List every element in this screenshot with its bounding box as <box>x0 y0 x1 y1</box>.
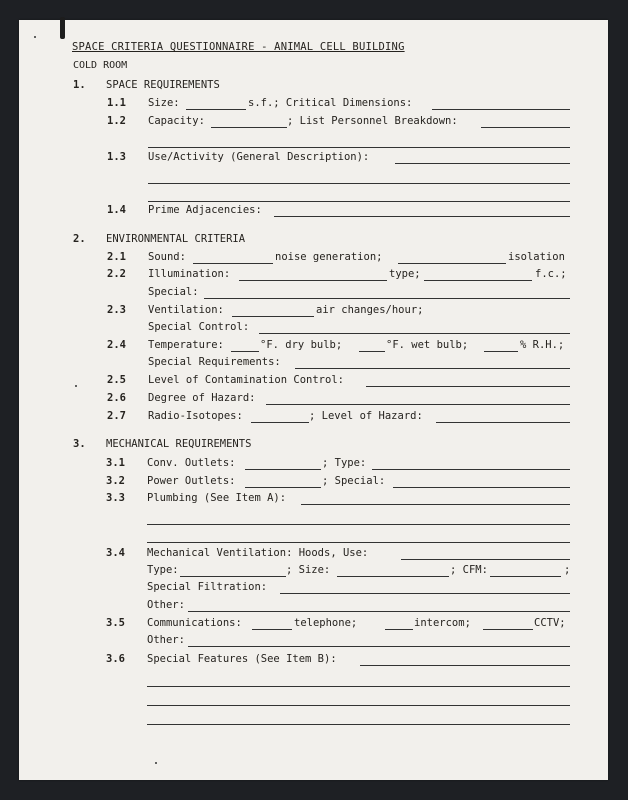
plumbing-field[interactable] <box>301 492 570 505</box>
item-3-4-other <box>0 599 628 615</box>
field-label: ; List Personnel Breakdown: <box>287 115 458 127</box>
critical-dimensions-field[interactable] <box>432 97 570 110</box>
use-activity-field-2[interactable] <box>148 171 570 184</box>
item-3-1 <box>0 457 628 473</box>
field-label: type; <box>389 268 421 280</box>
field-label: Radio-Isotopes: <box>148 410 243 422</box>
item-number: 2.5 <box>107 374 126 386</box>
field-label: Mechanical Ventilation: Hoods, Use: <box>147 547 369 559</box>
intercom-field[interactable] <box>385 617 413 630</box>
section-title: SPACE REQUIREMENTS <box>106 79 220 91</box>
ventilation-field[interactable] <box>232 304 314 317</box>
item-number: 2.2 <box>107 268 126 280</box>
wet-bulb-field[interactable] <box>359 339 385 352</box>
item-3-2 <box>0 475 628 491</box>
capacity-field[interactable] <box>211 115 287 128</box>
item-number: 1.4 <box>107 204 126 216</box>
section-number: 3. <box>73 438 86 450</box>
communications-other-field[interactable] <box>188 634 570 647</box>
item-3-4 <box>0 547 628 563</box>
radio-isotopes-field[interactable] <box>251 410 309 423</box>
item-2-6 <box>0 392 628 408</box>
section-title: MECHANICAL REQUIREMENTS <box>106 438 252 450</box>
personnel-breakdown-field[interactable] <box>481 115 570 128</box>
field-label: CCTV; <box>534 617 566 629</box>
item-1-2 <box>0 115 628 131</box>
item-2-2 <box>0 268 628 284</box>
binder-clip <box>60 17 65 39</box>
field-label: ; Special: <box>322 475 386 487</box>
item-3-4-type <box>0 564 628 580</box>
continuation-line <box>0 187 628 203</box>
field-label: ; Type: <box>322 457 367 469</box>
power-special-field[interactable] <box>393 475 570 488</box>
field-label: Ventilation: <box>148 304 224 316</box>
speck-mark <box>34 36 36 38</box>
field-label: air changes/hour; <box>316 304 424 316</box>
item-3-5 <box>0 617 628 633</box>
field-label: intercom; <box>414 617 471 629</box>
field-label: s.f.; Critical Dimensions: <box>248 97 413 109</box>
plumbing-field-2[interactable] <box>147 512 570 525</box>
field-label: ; Level of Hazard: <box>309 410 423 422</box>
hood-size-field[interactable] <box>337 564 449 577</box>
item-number: 3.1 <box>106 457 125 469</box>
section-number: 1. <box>73 79 86 91</box>
continuation-line <box>0 169 628 185</box>
field-label: Degree of Hazard: <box>148 392 256 404</box>
noise-field[interactable] <box>398 251 506 264</box>
item-number: 2.1 <box>107 251 126 263</box>
field-label: Illumination: <box>148 268 231 280</box>
field-label: °F. dry bulb; <box>260 339 343 351</box>
cctv-field[interactable] <box>483 617 533 630</box>
special-features-field-3[interactable] <box>147 693 570 706</box>
item-3-3 <box>0 492 628 508</box>
field-label: Special Features (See Item B): <box>147 653 337 665</box>
item-number: 2.3 <box>107 304 126 316</box>
power-outlets-field[interactable] <box>245 475 321 488</box>
item-number: 3.5 <box>106 617 125 629</box>
item-2-4-special <box>0 356 628 372</box>
document-title: SPACE CRITERIA QUESTIONNAIRE - ANIMAL CELL BUILDING <box>72 41 405 53</box>
field-label: f.c.; <box>535 268 567 280</box>
item-number: 3.3 <box>106 492 125 504</box>
item-1-1 <box>0 97 628 113</box>
field-label: Special: <box>148 286 199 298</box>
continuation-line <box>0 528 628 544</box>
field-label: °F. wet bulb; <box>386 339 469 351</box>
field-label: % R.H.; <box>520 339 565 351</box>
item-2-3-special <box>0 321 628 337</box>
item-number: 3.2 <box>106 475 125 487</box>
prime-adjacencies-field[interactable] <box>274 204 570 217</box>
field-label: Size: <box>148 97 180 109</box>
field-label: Conv. Outlets: <box>147 457 236 469</box>
section-title: ENVIRONMENTAL CRITERIA <box>106 233 246 245</box>
item-number: 1.2 <box>107 115 126 127</box>
relative-humidity-field[interactable] <box>484 339 518 352</box>
hood-type-field[interactable] <box>180 564 286 577</box>
item-2-2-special <box>0 286 628 302</box>
item-3-5-other <box>0 634 628 650</box>
section-2-header <box>0 233 628 249</box>
conv-outlets-field[interactable] <box>245 457 321 470</box>
outlet-type-field[interactable] <box>372 457 570 470</box>
field-label: isolation <box>508 251 565 263</box>
field-label: Communications: <box>147 617 242 629</box>
dry-bulb-field[interactable] <box>231 339 259 352</box>
field-label: Other: <box>147 634 185 646</box>
level-of-hazard-field[interactable] <box>436 410 570 423</box>
degree-of-hazard-field[interactable] <box>266 392 570 405</box>
continuation-line <box>0 510 628 526</box>
item-1-3 <box>0 151 628 167</box>
field-label: telephone; <box>294 617 358 629</box>
field-label: noise generation; <box>275 251 383 263</box>
section-1-header <box>0 79 628 95</box>
illumination-field[interactable] <box>239 268 387 281</box>
item-2-1 <box>0 251 628 267</box>
use-activity-field-3[interactable] <box>148 189 570 202</box>
field-label: Prime Adjacencies: <box>148 204 262 216</box>
item-2-4 <box>0 339 628 355</box>
speck-mark <box>155 762 157 764</box>
field-label: Plumbing (See Item A): <box>147 492 287 504</box>
field-label: Temperature: <box>148 339 224 351</box>
sound-field[interactable] <box>193 251 273 264</box>
field-label: Special Filtration: <box>147 581 268 593</box>
item-number: 1.1 <box>107 97 126 109</box>
cfm-field[interactable] <box>490 564 561 577</box>
field-label: Other: <box>147 599 185 611</box>
field-label: Special Control: <box>148 321 250 333</box>
continuation-line <box>0 710 628 726</box>
illumination-special-field[interactable] <box>204 286 570 299</box>
special-control-field[interactable] <box>259 321 570 334</box>
field-label: ; CFM: <box>450 564 488 576</box>
size-field[interactable] <box>186 97 246 110</box>
field-label: Level of Contamination Control: <box>148 374 344 386</box>
special-features-field[interactable] <box>360 653 570 666</box>
item-number: 2.7 <box>107 410 126 422</box>
special-filtration-field[interactable] <box>280 581 570 594</box>
section-number: 2. <box>73 233 86 245</box>
use-activity-field[interactable] <box>395 151 570 164</box>
special-requirements-field[interactable] <box>295 356 570 369</box>
item-2-3 <box>0 304 628 320</box>
field-label: Capacity: <box>148 115 205 127</box>
field-label: ; Size: <box>286 564 331 576</box>
continuation-line <box>0 133 628 149</box>
continuation-line <box>0 691 628 707</box>
field-label: Sound: <box>148 251 186 263</box>
continuation-line <box>0 672 628 688</box>
item-3-6 <box>0 653 628 669</box>
field-label: ; <box>564 564 571 576</box>
item-number: 3.6 <box>106 653 125 665</box>
item-2-5 <box>0 374 628 390</box>
special-features-field-2[interactable] <box>147 674 570 687</box>
section-3-header <box>0 438 628 454</box>
item-number: 2.4 <box>107 339 126 351</box>
illumination-type-field[interactable] <box>424 268 532 281</box>
field-label: Power Outlets: <box>147 475 236 487</box>
item-number: 1.3 <box>107 151 126 163</box>
field-label: Special Requirements: <box>148 356 281 368</box>
item-2-7 <box>0 410 628 426</box>
telephone-field[interactable] <box>252 617 292 630</box>
ventilation-other-field[interactable] <box>188 599 570 612</box>
plumbing-field-3[interactable] <box>147 530 570 543</box>
hoods-use-field[interactable] <box>401 547 570 560</box>
item-number: 2.6 <box>107 392 126 404</box>
document-subtitle: COLD ROOM <box>73 60 128 71</box>
special-features-field-4[interactable] <box>147 712 570 725</box>
item-3-4-filtration <box>0 581 628 597</box>
item-number: 3.4 <box>106 547 125 559</box>
personnel-breakdown-field-2[interactable] <box>148 135 570 148</box>
field-label: Type: <box>147 564 179 576</box>
field-label: Use/Activity (General Description): <box>148 151 370 163</box>
item-1-4 <box>0 204 628 220</box>
contamination-control-field[interactable] <box>366 374 570 387</box>
